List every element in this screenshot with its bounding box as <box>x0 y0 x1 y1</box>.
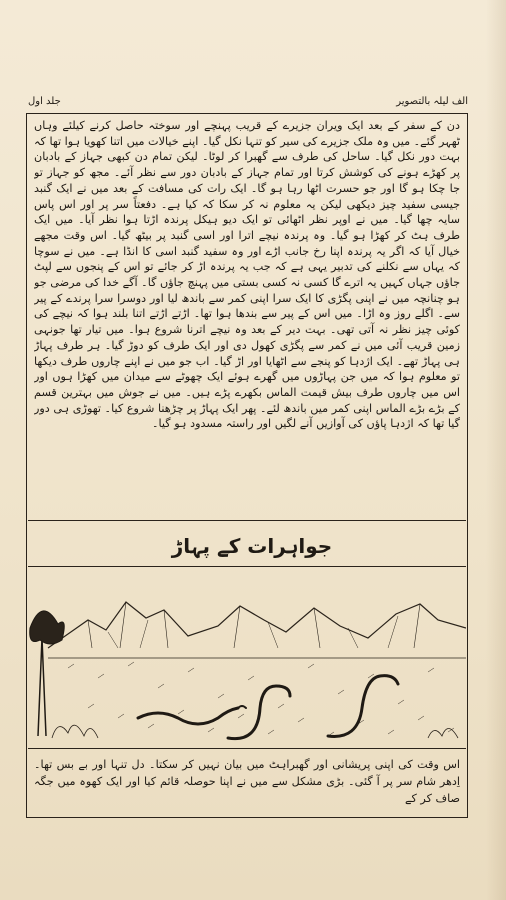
divider-title <box>28 566 466 567</box>
tree <box>30 611 65 736</box>
mountains-snakes-illustration <box>28 568 466 746</box>
divider-top <box>28 520 466 521</box>
illustration-title: جواہرات کے پہاڑ <box>171 534 333 558</box>
page-header <box>28 96 468 112</box>
divider-bottom <box>28 748 466 749</box>
mountain-range <box>48 602 466 648</box>
snakes <box>138 676 398 739</box>
bottom-text: اس وقت کی اپنی پریشانی اور گھبراہٹ میں بیان نہیں کر سکتا۔ دل تنہا اور بے بس تھا۔ اِدھر شام سر پر آ گئی۔ بڑی مشکل سے میں نے اپنا حوصلہ قائم کیا اور ایک کھوہ میں جگہ صاف کر کے <box>34 758 460 805</box>
body-text: دن کے سفر کے بعد ایک ویران جزیرے کے قریب پہنچے اور سوختہ حاصل کرنے کیلئے وہاں ٹھہر گئے۔ میں وہ ملک جزیرے کی سیر کو تنہا نکل گیا۔ اپنے خیالات میں اتنا کھویا ہوا تھا کہ بہت دور نکل گیا۔ ساحل کی طرف سے گھبرا کر لوٹا۔ لیکن تمام دن کبھی جہاز کے بادبان پر کھڑے ہونے کی کوشش کرتا اور تمام جہاز کے بادبان دور سے نظر آئے۔ مجھ کو جہاز تو جا چکا ہو گا اور جو حسرت اٹھا رہا ہو گا۔ ایک رات کی مسافت کے بعد میں نے ایک گنبد جیسی سفید چیز دیکھی لیکن یہ معلوم نہ کر سکا کہ کیا ہے۔ دفعتاً سر پر اور اس پاس سایہ چھا گیا۔ میں نے اوپر نظر اٹھائی تو ایک دیو ہیکل پرندہ اڑتا ہوا نظر آیا۔ میں ایک طرف ہٹ کر کھڑا ہو گیا۔ وہ پرندہ نیچے اترا اور اسی گنبد پر بیٹھ گیا۔ اس وقت مجھے خیال آیا کہ اگر یہ پرندہ اپنا رخ جانب اڑے اور وہ سفید گنبد اسی کا انڈا ہے۔ میں نے سوچا کہ یہاں سے نکلنے کی تدبیر یہی ہے کہ جب یہ پرندہ اڑ کر جائے تو اس کے پنجوں سے لپٹ جاؤں جہاں کہیں یہ اترے گا کسی نہ کسی بستی میں پہنچ جاؤں گا۔ آگے خدا کی مرضی جو ہو چنانچہ میں نے اپنی پگڑی کا ایک سرا اپنی کمر سے باندھ لیا اور دوسرا سرا پرندے کے پیر سے۔ اگلے روز وہ اڑا۔ میں اس کے پیر سے بندھا ہوا تھا۔ اڑتے اڑتے اتنا بلند ہوا کہ نیچے کی کوئی چیز نظر نہ آتی تھی۔ بہت دیر کے بعد وہ نیچے اترنا شروع ہوا۔ میں تیار تھا جونہی زمین قریب آئی میں نے کمر سے پگڑی کھول دی اور ایک طرف کو دوڑ گیا۔ ہر طرف پہاڑ ہی پہاڑ تھے۔ ایک اژدہا کو پنجے سے اٹھایا اور اڑ گیا۔ اب جو میں نے اپنے چاروں طرف دیکھا تو معلوم ہوا کہ میں جن پہاڑوں میں گھرے ہوئے ایک چھوٹے سے میدان میں کھڑا ہوں اور اس میں چاروں طرف بیش قیمت الماس بکھرے پڑے ہیں۔ میں نے جوش میں بہترین قسم کے بڑے بڑے الماس اپنی کمر میں باندھ لئے۔ پھر ایک پہاڑ پر چڑھنا شروع کیا۔ تھوڑی ہی دور گیا تھا کہ اژدہا پاؤں کی آوازیں آنے لگیں اور راستہ مسدود ہو گیا۔ <box>34 119 460 431</box>
page-shadow <box>486 0 506 900</box>
volume-label: جلد اول <box>28 96 61 107</box>
book-title: الف لیلہ بالتصویر <box>396 96 468 107</box>
